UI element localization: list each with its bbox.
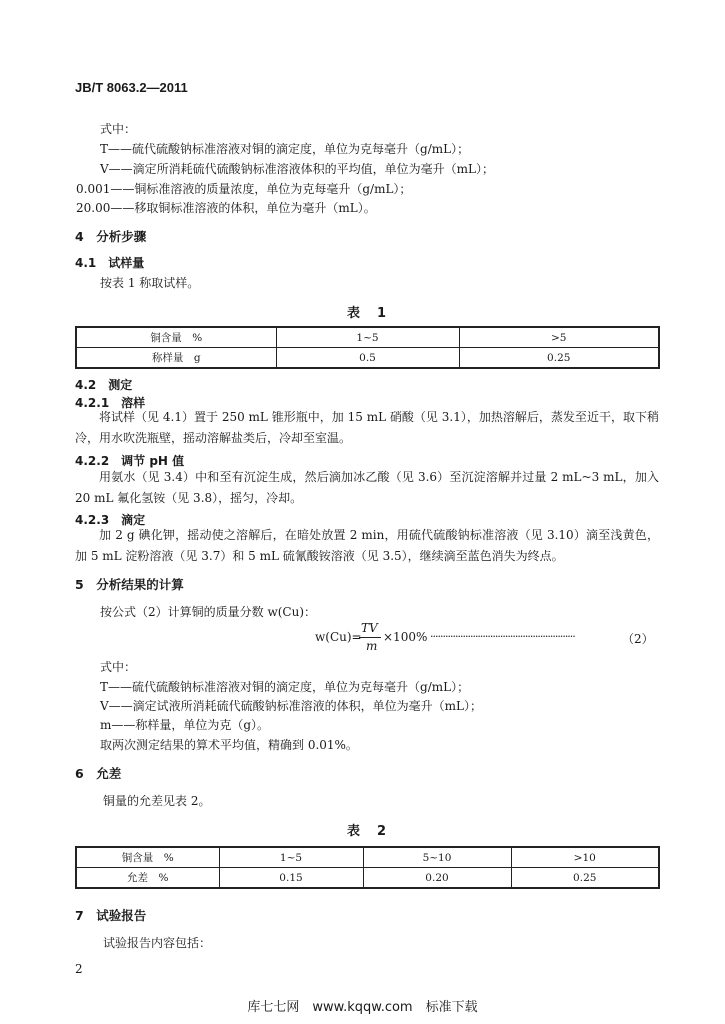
table-cell: 称样量 g: [76, 348, 276, 369]
table-cell: 0.25: [511, 868, 659, 889]
table-cell: 0.20: [363, 868, 511, 889]
table-cell: 0.5: [276, 348, 459, 369]
paragraph: 加 2 g 碘化钾，摇动使之溶解后，在暗处放置 2 min，用硫代硫酸钠标准溶液（见 3.10）滴至浅黄色，加 5 mL 淀粉溶液（见 3.7）和 5 mL 硫氰酸铵溶液（见 3.5），继续滴至蓝色消失为终点。: [75, 528, 659, 563]
table-row: [76, 847, 659, 868]
table-caption: 表 2: [347, 824, 389, 839]
table-1: [75, 326, 660, 369]
section-title: 7 试验报告: [75, 908, 147, 923]
def-item: 0.001——铜标准溶液的质量浓度，单位为克每毫升（g/mL）；: [76, 182, 412, 196]
section-title: 4 分析步骤: [75, 229, 147, 244]
standard-number: JB/T 8063.2—2011: [75, 80, 188, 95]
formula-leader: ··························································: [430, 630, 575, 643]
table-cell: 0.25: [459, 348, 659, 369]
paragraph: 铜量的允差见表 2。: [103, 794, 211, 808]
table-2: [75, 846, 660, 889]
paragraph: 试验报告内容包括：: [103, 936, 212, 950]
table-cell: 铜含量 %: [76, 327, 276, 348]
subsection-title: 4.2 测定: [75, 378, 133, 392]
table-cell: 允差 %: [76, 868, 219, 889]
table-row: [76, 868, 659, 889]
subsection-title: 4.2.3 滴定: [75, 513, 146, 527]
def-item: T——硫代硫酸钠标准溶液对铜的滴定度，单位为克每毫升（g/mL）；: [100, 680, 470, 694]
table-cell: >10: [511, 847, 659, 868]
defs-intro: 式中：: [100, 122, 137, 136]
def-item: V——滴定所消耗硫代硫酸钠标准溶液体积的平均值，单位为毫升（mL）；: [100, 162, 495, 176]
def-item: V——滴定试液所消耗硫代硫酸钠标准溶液的体积，单位为毫升（mL）；: [100, 699, 483, 713]
table-cell: 0.15: [219, 868, 363, 889]
paragraph: 将试样（见 4.1）置于 250 mL 锥形瓶中，加 15 mL 硝酸（见 3.1），加热溶解后，蒸发至近干，取下稍冷，用水吹洗瓶壁，摇动溶解盐类后，冷却至室温。: [75, 410, 659, 445]
def-item: 20.00——移取铜标准溶液的体积，单位为毫升（mL）。: [76, 201, 376, 215]
table-cell: 5~10: [363, 847, 511, 868]
page-number: 2: [75, 962, 83, 976]
formula-numerator: TV: [361, 621, 378, 635]
def-item: T——硫代硫酸钠标准溶液对铜的滴定度，单位为克每毫升（g/mL）；: [100, 142, 470, 156]
defs-intro: 式中：: [100, 660, 137, 674]
paragraph: 用氨水（见 3.4）中和至有沉淀生成，然后滴加冰乙酸（见 3.6）至沉淀溶解并过量 2 mL~3 mL，加入 20 mL 氟化氢铵（见 3.8），摇匀，冷却。: [75, 470, 659, 505]
table-cell: 1~5: [276, 327, 459, 348]
subsection-title: 4.2.2 调节 pH 值: [75, 454, 185, 468]
footer-watermark: 库七七网 www.kqqw.com 标准下载: [247, 1000, 478, 1015]
def-item: m——称样量，单位为克（g）。: [100, 718, 270, 732]
subsection-title: 4.1 试样量: [75, 256, 145, 270]
section-title: 6 允差: [75, 766, 122, 781]
fraction-bar: [359, 637, 381, 638]
table-cell: >5: [459, 327, 659, 348]
paragraph: 按公式（2）计算铜的质量分数 w(Cu)：: [100, 605, 316, 619]
paragraph: 按表 1 称取试样。: [100, 276, 200, 290]
section-title: 5 分析结果的计算: [75, 577, 184, 592]
table-cell: 铜含量 %: [76, 847, 219, 868]
formula-rhs: ×100%: [383, 630, 428, 644]
table-row: [76, 348, 659, 369]
table-row: [76, 327, 659, 348]
table-cell: 1~5: [219, 847, 363, 868]
formula-lhs: w(Cu)=: [315, 630, 362, 644]
formula-number: （2）: [622, 632, 654, 646]
formula-denominator: m: [366, 639, 378, 653]
table-caption: 表 1: [347, 306, 389, 321]
note: 取两次测定结果的算术平均值，精确到 0.01%。: [100, 738, 358, 752]
subsection-title: 4.2.1 溶样: [75, 396, 146, 410]
